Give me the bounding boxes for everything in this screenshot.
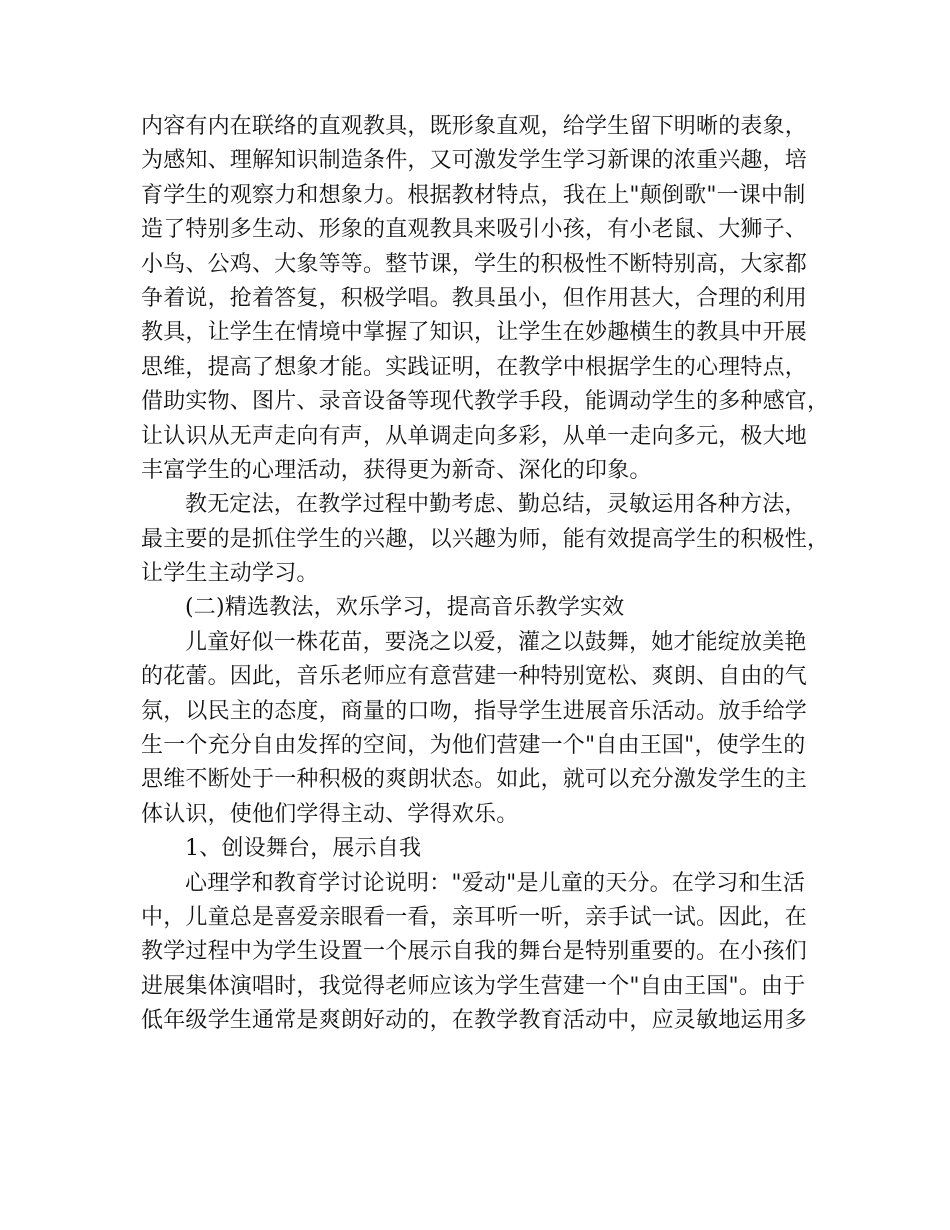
text-line: 进展集体演唱时，我觉得老师应该为学生营建一个"自由王国"。由于 — [141, 973, 806, 999]
text-line: 1、创设舞台，展示自我 — [185, 836, 422, 862]
text-line: (二)精选教法，欢乐学习，提高音乐教学实效 — [185, 595, 625, 621]
text-line: 中，儿童总是喜爱亲眼看一看，亲耳听一听，亲手试一试。因此，在 — [141, 904, 808, 930]
document-body — [141, 110, 831, 1039]
text-line: 儿童好似一株花苗，要浇之以爱，灌之以鼓舞，她才能绽放美艳 — [185, 629, 807, 655]
text-line: 让学生主动学习。 — [141, 561, 319, 587]
text-line: 小鸟、公鸡、大象等等。整节课，学生的积极性不断特别高，大家都 — [141, 251, 808, 277]
text-line: 教无定法，在教学过程中勤考虑、勤总结，灵敏运用各种方法， — [185, 492, 807, 518]
text-line: 让认识从无声走向有声，从单调走向多彩，从单一走向多元，极大地 — [141, 423, 808, 449]
text-line: 丰富学生的心理活动，获得更为新奇、深化的印象。 — [141, 457, 652, 483]
text-line: 思维，提高了想象才能。实践证明，在教学中根据学生的心理特点， — [141, 354, 808, 380]
text-line: 氛，以民主的态度，商量的口吻，指导学生进展音乐活动。放手给学 — [141, 698, 808, 724]
text-line: 争着说，抢着答复，积极学唱。教具虽小，但作用甚大，合理的利用 — [141, 285, 808, 311]
text-line: 的花蕾。因此，音乐老师应有意营建一种特别宽松、爽朗、自由的气 — [141, 664, 808, 690]
text-line: 育学生的观察力和想象力。根据教材特点，我在上"颠倒歌"一课中制 — [141, 182, 806, 208]
text-line: 借助实物、图片、录音设备等现代教学手段，能调动学生的多种感官， — [141, 389, 830, 415]
text-line: 为感知、理解知识制造条件，又可激发学生学习新课的浓重兴趣，培 — [141, 148, 808, 174]
text-line: 造了特别多生动、形象的直观教具来吸引小孩，有小老鼠、大狮子、 — [141, 217, 808, 243]
text-line: 体认识，使他们学得主动、学得欢乐。 — [141, 801, 519, 827]
text-line: 内容有内在联络的直观教具，既形象直观，给学生留下明晰的表象， — [141, 114, 808, 139]
text-line: 思维不断处于一种积极的爽朗状态。如此，就可以充分激发学生的主 — [141, 767, 808, 793]
text-line: 最主要的是抓住学生的兴趣，以兴趣为师，能有效提高学生的积极性， — [141, 526, 830, 552]
text-line: 教学过程中为学生设置一个展示自我的舞台是特别重要的。在小孩们 — [141, 939, 808, 965]
text-line: 心理学和教育学讨论说明："爱动"是儿童的天分。在学习和生活 — [185, 870, 806, 896]
text-line: 低年级学生通常是爽朗好动的，在教学教育活动中，应灵敏地运用多 — [141, 1008, 808, 1034]
text-line: 教具，让学生在情境中掌握了知识，让学生在妙趣横生的教具中开展 — [141, 320, 808, 346]
text-line: 生一个充分自由发挥的空间，为他们营建一个"自由王国"，使学生的 — [141, 733, 806, 759]
